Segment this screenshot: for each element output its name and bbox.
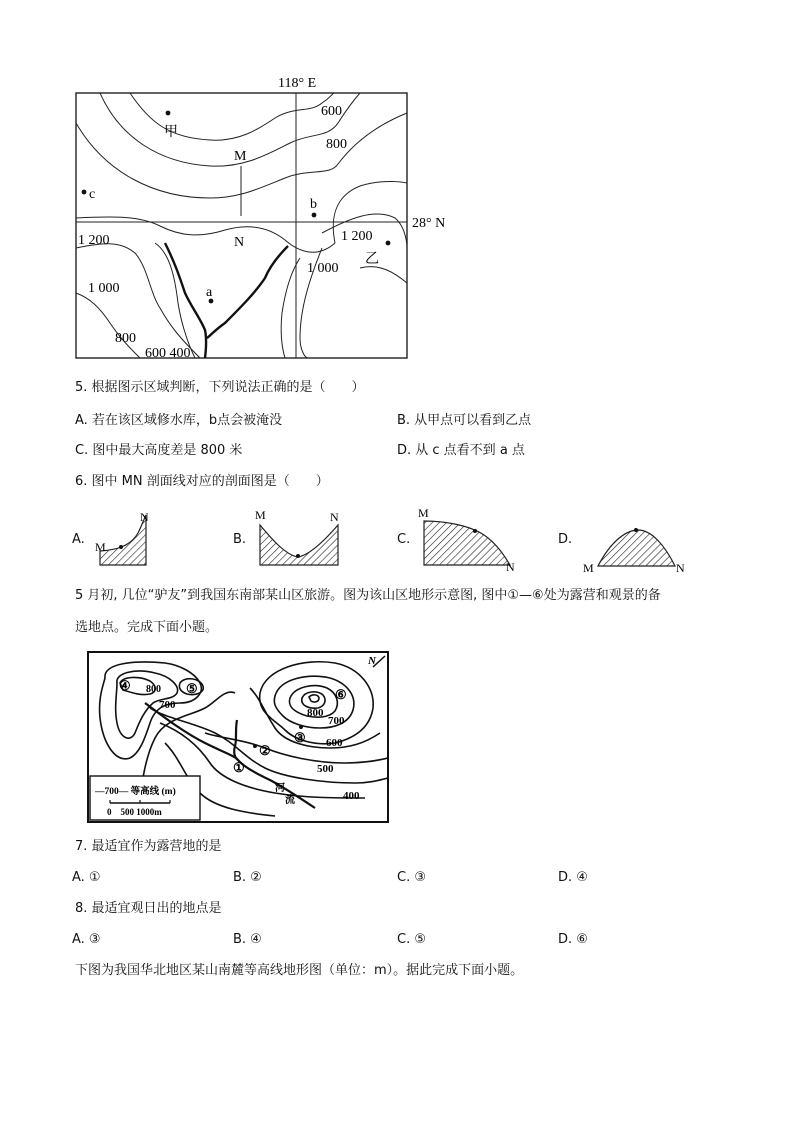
question-6-stem: 6. 图中 MN 剖面线对应的剖面图是（ ） <box>75 474 329 489</box>
point-b-label: b <box>310 197 317 212</box>
question-8-stem: 8. 最适宜观日出的地点是 <box>75 901 222 916</box>
site-2: ② <box>259 743 271 758</box>
contour-800-b: 800 <box>307 707 324 719</box>
profile-option-c <box>414 505 524 573</box>
profile-c-m: M <box>418 506 429 520</box>
profile-a-m: M <box>95 540 106 554</box>
site-3: ③ <box>294 730 306 745</box>
latitude-label: 28° N <box>412 216 446 231</box>
question-5-option-a[interactable]: A. 若在该区域修水库，b点会被淹没 <box>75 413 283 428</box>
point-jia-label: 甲 <box>164 125 178 140</box>
question-6-option-b[interactable]: B. <box>233 532 247 547</box>
profile-option-b <box>250 505 350 570</box>
river-label-1: 河 <box>275 783 285 794</box>
intro-2-line-1: 5 月初, 几位“驴友”到我国东南部某山区旅游。图为该山区地形示意图, 图中①—⑥处为露营和观景的备 <box>75 588 661 603</box>
point-c-label: c <box>89 187 96 202</box>
question-5-stem: 5. 根据图示区域判断，下列说法正确的是（ ） <box>75 380 365 395</box>
intro-2-line-2: 选地点。完成下面小题。 <box>75 620 219 635</box>
question-8-option-c[interactable]: C. ⑤ <box>397 932 426 947</box>
question-5-option-d[interactable]: D. 从 c 点看不到 a 点 <box>397 443 525 458</box>
point-yi-label: 乙 <box>365 252 379 267</box>
contour-1200-right: 1 200 <box>341 229 373 244</box>
question-8-option-d[interactable]: D. ⑥ <box>558 932 588 947</box>
contour-1000-right: 1 000 <box>307 261 339 276</box>
river-label-2: 流 <box>285 795 295 806</box>
question-6-option-a[interactable]: A. <box>72 532 85 547</box>
intro-3: 下图为我国华北地区某山南麓等高线地形图（单位：m）。据此完成下面小题。 <box>75 963 524 978</box>
site-6: ⑥ <box>335 687 347 702</box>
topographic-map-2 <box>85 648 395 828</box>
question-8-option-a[interactable]: A. ③ <box>72 932 101 947</box>
profile-option-a <box>90 505 170 570</box>
question-6-option-c[interactable]: C. <box>397 532 411 547</box>
site-4: ④ <box>119 678 131 693</box>
legend-contour: —700— 等高线 (m) <box>95 787 176 797</box>
question-7-stem: 7. 最适宜作为露营地的是 <box>75 839 222 854</box>
contour-800-a: 800 <box>146 684 161 695</box>
profile-d-n: N <box>676 561 685 573</box>
contour-600: 600 <box>326 737 343 749</box>
point-m-label: M <box>234 149 247 164</box>
contour-800-bottom: 800 <box>115 331 136 346</box>
question-6-option-d[interactable]: D. <box>558 532 573 547</box>
contour-600-400-bottom: 600 400 <box>145 346 191 361</box>
contour-700-a: 700 <box>159 699 176 711</box>
profile-b-n: N <box>330 510 339 524</box>
contour-600-top: 600 <box>321 104 342 119</box>
point-n-label: N <box>234 235 245 250</box>
profile-c-n: N <box>506 560 515 573</box>
contour-800-top: 800 <box>326 137 347 152</box>
question-5-option-b[interactable]: B. 从甲点可以看到乙点 <box>397 413 532 428</box>
profile-a-n: N <box>140 510 149 524</box>
profile-option-d <box>580 518 690 573</box>
contour-500: 500 <box>317 763 334 775</box>
topographic-map-1 <box>60 68 460 368</box>
site-1: ① <box>233 760 245 775</box>
profile-b-m: M <box>255 508 266 522</box>
question-7-option-a[interactable]: A. ① <box>72 870 101 885</box>
question-5-option-c[interactable]: C. 图中最大高度差是 800 米 <box>75 443 243 458</box>
contour-700-b: 700 <box>328 715 345 727</box>
longitude-label: 118° E <box>278 76 317 91</box>
profile-d-m: M <box>583 561 594 573</box>
contour-400: 400 <box>343 790 360 802</box>
legend-scale: 0 500 1000m <box>107 807 162 817</box>
question-7-option-d[interactable]: D. ④ <box>558 870 588 885</box>
point-a-label: a <box>206 285 213 300</box>
contour-1000-left: 1 000 <box>88 281 120 296</box>
question-7-option-c[interactable]: C. ③ <box>397 870 426 885</box>
question-7-option-b[interactable]: B. ② <box>233 870 262 885</box>
contour-1200-left: 1 200 <box>78 233 110 248</box>
north-arrow-label: N <box>368 655 376 667</box>
question-8-option-b[interactable]: B. ④ <box>233 932 262 947</box>
site-5: ⑤ <box>186 681 198 696</box>
